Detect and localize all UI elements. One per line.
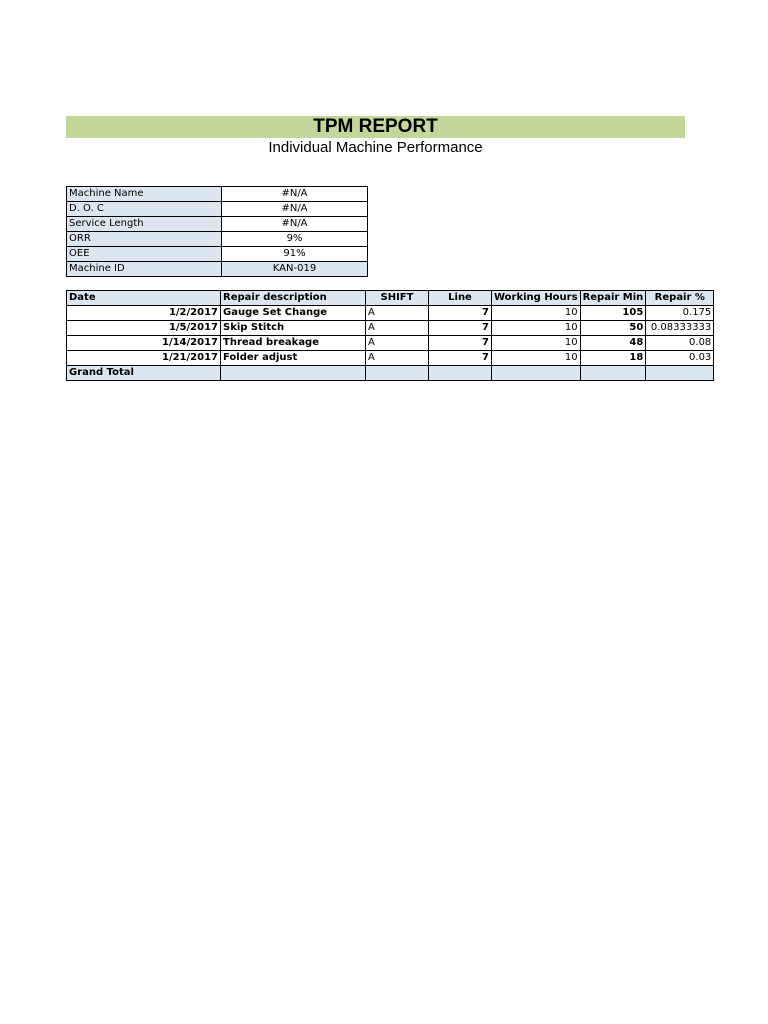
info-label: D. O. C xyxy=(67,202,222,217)
grand-total-cell xyxy=(221,366,366,381)
cell-shift: A xyxy=(366,306,429,321)
cell-repair-min: 50 xyxy=(580,321,646,336)
cell-date: 1/5/2017 xyxy=(67,321,221,336)
machine-info-table xyxy=(66,186,368,277)
info-value: #N/A xyxy=(222,187,368,202)
grand-total-label: Grand Total xyxy=(67,366,221,381)
info-row xyxy=(67,217,368,232)
info-row xyxy=(67,262,368,277)
cell-date: 1/21/2017 xyxy=(67,351,221,366)
cell-line: 7 xyxy=(429,321,492,336)
col-header-date: Date xyxy=(67,291,221,306)
grand-total-cell xyxy=(492,366,581,381)
cell-shift: A xyxy=(366,321,429,336)
info-label: Service Length xyxy=(67,217,222,232)
cell-line: 7 xyxy=(429,306,492,321)
grand-total-cell xyxy=(580,366,646,381)
cell-working-hours: 10 xyxy=(492,336,581,351)
cell-line: 7 xyxy=(429,336,492,351)
grand-total-row xyxy=(67,366,714,381)
info-value: #N/A xyxy=(222,202,368,217)
info-row xyxy=(67,187,368,202)
grand-total-cell xyxy=(429,366,492,381)
table-row xyxy=(67,321,714,336)
cell-working-hours: 10 xyxy=(492,351,581,366)
cell-line: 7 xyxy=(429,351,492,366)
col-header-repair-min: Repair Min xyxy=(580,291,646,306)
report-title: TPM REPORT xyxy=(66,116,685,138)
report-subtitle: Individual Machine Performance xyxy=(268,139,483,156)
cell-repair-pct: 0.08 xyxy=(646,336,714,351)
cell-description: Gauge Set Change xyxy=(221,306,366,321)
info-value: 9% xyxy=(222,232,368,247)
info-value: #N/A xyxy=(222,217,368,232)
info-row xyxy=(67,247,368,262)
cell-repair-pct: 0.175 xyxy=(646,306,714,321)
info-label: ORR xyxy=(67,232,222,247)
cell-description: Skip Stitch xyxy=(221,321,366,336)
cell-description: Folder adjust xyxy=(221,351,366,366)
cell-working-hours: 10 xyxy=(492,306,581,321)
cell-working-hours: 10 xyxy=(492,321,581,336)
repair-header-row xyxy=(67,291,714,306)
info-label: OEE xyxy=(67,247,222,262)
col-header-description: Repair description xyxy=(221,291,366,306)
cell-repair-min: 48 xyxy=(580,336,646,351)
repair-table xyxy=(66,290,714,381)
info-label: Machine Name xyxy=(67,187,222,202)
grand-total-cell xyxy=(646,366,714,381)
cell-repair-min: 18 xyxy=(580,351,646,366)
cell-repair-pct: 0.08333333 xyxy=(646,321,714,336)
col-header-shift: SHIFT xyxy=(366,291,429,306)
cell-repair-pct: 0.03 xyxy=(646,351,714,366)
cell-shift: A xyxy=(366,336,429,351)
col-header-line: Line xyxy=(429,291,492,306)
table-row xyxy=(67,351,714,366)
info-row xyxy=(67,232,368,247)
table-row xyxy=(67,336,714,351)
info-value: KAN-019 xyxy=(222,262,368,277)
col-header-working-hours: Working Hours xyxy=(492,291,581,306)
cell-description: Thread breakage xyxy=(221,336,366,351)
cell-date: 1/14/2017 xyxy=(67,336,221,351)
cell-date: 1/2/2017 xyxy=(67,306,221,321)
info-value: 91% xyxy=(222,247,368,262)
info-row xyxy=(67,202,368,217)
cell-shift: A xyxy=(366,351,429,366)
grand-total-cell xyxy=(366,366,429,381)
col-header-repair-pct: Repair % xyxy=(646,291,714,306)
table-row xyxy=(67,306,714,321)
cell-repair-min: 105 xyxy=(580,306,646,321)
info-label: Machine ID xyxy=(67,262,222,277)
